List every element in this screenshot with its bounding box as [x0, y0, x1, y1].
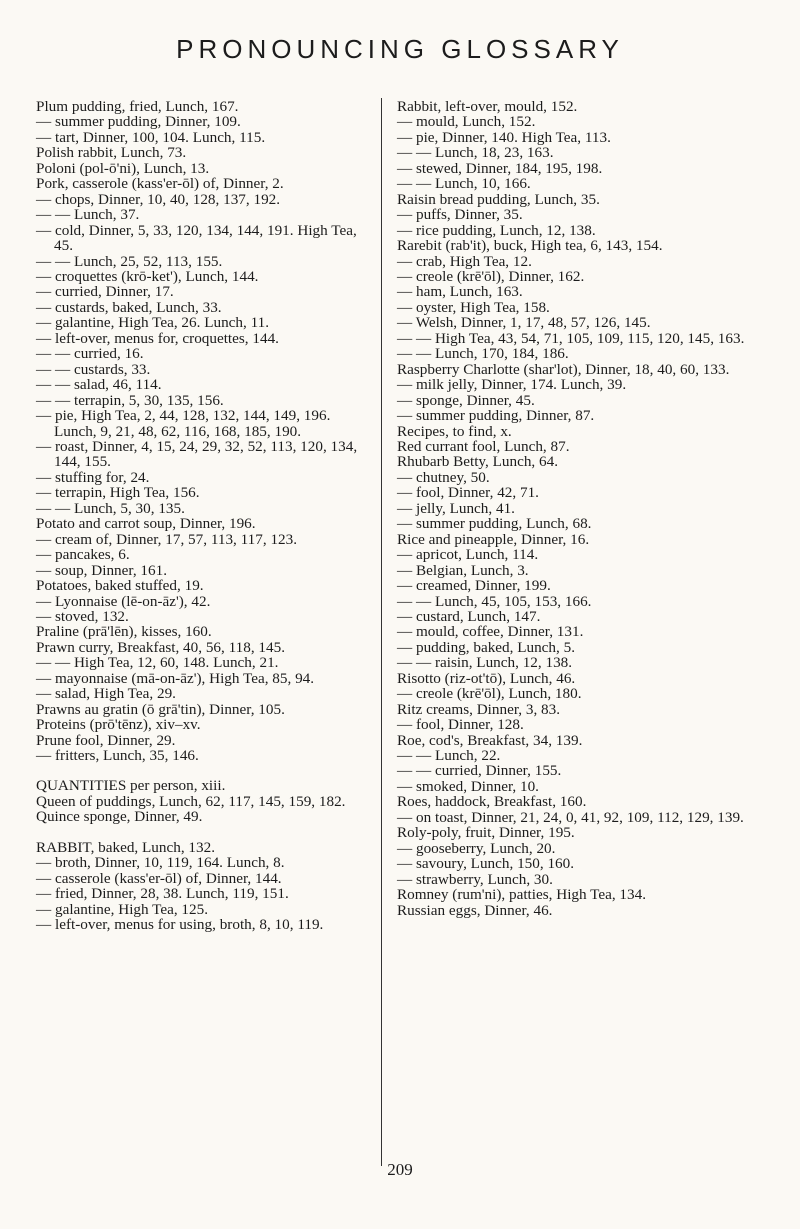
glossary-entry: — strawberry, Lunch, 30.	[397, 870, 553, 888]
glossary-entry: — cold, Dinner, 5, 33, 120, 134, 144, 191. High Tea, 45.	[36, 221, 357, 255]
glossary-entry: — gooseberry, Lunch, 20.	[397, 839, 556, 857]
glossary-entry: Potatoes, baked stuffed, 19.	[36, 577, 204, 595]
section-gap	[36, 763, 372, 778]
glossary-entry: — — Lunch, 5, 30, 135.	[36, 499, 185, 517]
glossary-entry: — pudding, baked, Lunch, 5.	[397, 638, 576, 656]
glossary-entry: — smoked, Dinner, 10.	[397, 777, 539, 795]
glossary-entry: Queen of puddings, Lunch, 62, 117, 145, 159, 182.	[36, 792, 346, 810]
glossary-entry: Ritz creams, Dinner, 3, 83.	[397, 700, 561, 718]
glossary-entry: — custards, baked, Lunch, 33.	[36, 298, 222, 316]
glossary-entry: — rice pudding, Lunch, 12, 138.	[397, 221, 596, 239]
glossary-entry: — creole (krē'ōl), Dinner, 162.	[397, 267, 585, 285]
glossary-entry: — creamed, Dinner, 199.	[397, 577, 551, 595]
glossary-entry: Plum pudding, fried, Lunch, 167.	[36, 98, 239, 115]
glossary-entry: RABBIT, baked, Lunch, 132.	[36, 838, 215, 856]
glossary-entry: — fool, Dinner, 128.	[397, 716, 524, 734]
glossary-entry: — fritters, Lunch, 35, 146.	[36, 747, 199, 765]
glossary-entry: — left-over, menus for using, broth, 8, 10, 119.	[36, 916, 324, 934]
glossary-entry: Praline (prā'lēn), kisses, 160.	[36, 623, 212, 641]
glossary-entry: Risotto (riz-ot'tō), Lunch, 46.	[397, 669, 576, 687]
glossary-entry: — fried, Dinner, 28, 38. Lunch, 119, 151.	[36, 885, 289, 903]
glossary-entry: — mould, coffee, Dinner, 131.	[397, 623, 584, 641]
glossary-entry: Poloni (pol-ō'ni), Lunch, 13.	[36, 159, 210, 177]
glossary-entry: — casserole (kass'er-ōl) of, Dinner, 144.	[36, 869, 282, 887]
glossary-entry: — Belgian, Lunch, 3.	[397, 561, 529, 579]
glossary-entry: — crab, High Tea, 12.	[397, 252, 532, 270]
glossary-right-column	[397, 99, 752, 1149]
glossary-entry: Potato and carrot soup, Dinner, 196.	[36, 515, 256, 533]
glossary-entry: — broth, Dinner, 10, 119, 164. Lunch, 8.	[36, 854, 285, 872]
glossary-entry: — — Lunch, 170, 184, 186.	[397, 345, 569, 363]
glossary-entry: — — Lunch, 45, 105, 153, 166.	[397, 592, 592, 610]
glossary-entry: — on toast, Dinner, 21, 24, 0, 41, 92, 109, 112, 129, 139.	[397, 808, 744, 826]
glossary-entry: — — Lunch, 10, 166.	[397, 175, 531, 193]
section-gap	[36, 825, 372, 840]
glossary-entry: — — salad, 46, 114.	[36, 376, 162, 394]
glossary-entry: — — Lunch, 25, 52, 113, 155.	[36, 252, 223, 270]
page-number: 209	[387, 1160, 413, 1179]
glossary-entry: Prawn curry, Breakfast, 40, 56, 118, 145.	[36, 638, 285, 656]
glossary-entry: — — terrapin, 5, 30, 135, 156.	[36, 391, 224, 409]
glossary-entry: — chutney, 50.	[397, 468, 490, 486]
glossary-entry: Roly-poly, fruit, Dinner, 195.	[397, 824, 575, 842]
glossary-entry: — stoved, 132.	[36, 607, 129, 625]
glossary-entry: — Welsh, Dinner, 1, 17, 48, 57, 126, 145.	[397, 314, 651, 332]
glossary-entry: Prawns au gratin (ō grā'tin), Dinner, 105.	[36, 700, 285, 718]
glossary-entry: Roe, cod's, Breakfast, 34, 139.	[397, 731, 583, 749]
glossary-entry: — — custards, 33.	[36, 360, 151, 378]
glossary-entry: — cream of, Dinner, 17, 57, 113, 117, 123.	[36, 530, 298, 548]
glossary-entry: Rarebit (rab'it), buck, High tea, 6, 143, 154.	[397, 237, 663, 255]
column-divider	[381, 98, 382, 1166]
glossary-entry: — milk jelly, Dinner, 174. Lunch, 39.	[397, 376, 627, 394]
glossary-entry: — savoury, Lunch, 150, 160.	[397, 855, 575, 873]
glossary-entry: — — Lunch, 22.	[397, 747, 501, 765]
glossary-entry: — — Lunch, 37.	[36, 206, 140, 224]
glossary-entry: Russian eggs, Dinner, 46.	[397, 901, 553, 919]
glossary-entry: — pie, Dinner, 140. High Tea, 113.	[397, 128, 611, 146]
glossary-entry: Rice and pineapple, Dinner, 16.	[397, 530, 590, 548]
glossary-entry: — ham, Lunch, 163.	[397, 283, 523, 301]
glossary-entry: — curried, Dinner, 17.	[36, 283, 174, 301]
glossary-entry: — chops, Dinner, 10, 40, 128, 137, 192.	[36, 190, 281, 208]
glossary-entry: — tart, Dinner, 100, 104. Lunch, 115.	[36, 128, 266, 146]
glossary-entry: Polish rabbit, Lunch, 73.	[36, 144, 187, 162]
glossary-entry: — roast, Dinner, 4, 15, 24, 29, 32, 52, 113, 120, 134, 144, 155.	[36, 437, 358, 471]
glossary-entry: Romney (rum'ni), patties, High Tea, 134.	[397, 886, 646, 904]
glossary-entry: — summer pudding, Dinner, 109.	[36, 113, 241, 131]
glossary-entry: Raisin bread pudding, Lunch, 35.	[397, 190, 600, 208]
glossary-entry: — soup, Dinner, 161.	[36, 561, 168, 579]
glossary-entry: — — High Tea, 43, 54, 71, 105, 109, 115, 120, 145, 163.	[397, 329, 745, 347]
glossary-entry: — apricot, Lunch, 114.	[397, 546, 539, 564]
glossary-entry: Recipes, to find, x.	[397, 422, 512, 440]
glossary-left-column	[36, 99, 372, 1149]
glossary-entry: — stewed, Dinner, 184, 195, 198.	[397, 159, 603, 177]
glossary-entry: — mayonnaise (mā-on-āz'), High Tea, 85, 94.	[36, 669, 315, 687]
glossary-entry: — custard, Lunch, 147.	[397, 607, 541, 625]
glossary-entry: — croquettes (krō-ket'), Lunch, 144.	[36, 267, 259, 285]
glossary-entry: — left-over, menus for, croquettes, 144.	[36, 329, 279, 347]
glossary-entry: — oyster, High Tea, 158.	[397, 298, 550, 316]
glossary-entry: Rabbit, left-over, mould, 152.	[397, 98, 578, 115]
glossary-entry: — salad, High Tea, 29.	[36, 685, 176, 703]
glossary-entry: Prune fool, Dinner, 29.	[36, 731, 176, 749]
glossary-entry: — sponge, Dinner, 45.	[397, 391, 535, 409]
glossary-entry: — puffs, Dinner, 35.	[397, 206, 523, 224]
glossary-entry: — Lyonnaise (lē-on-āz'), 42.	[36, 592, 211, 610]
glossary-entry: — terrapin, High Tea, 156.	[36, 484, 200, 502]
glossary-entry: Raspberry Charlotte (shar'lot), Dinner, 18, 40, 60, 133.	[397, 360, 730, 378]
glossary-entry: — — High Tea, 12, 60, 148. Lunch, 21.	[36, 654, 279, 672]
glossary-entry: — pie, High Tea, 2, 44, 128, 132, 144, 149, 196. Lunch, 9, 21, 48, 62, 116, 168, 185, 190.	[36, 407, 331, 440]
glossary-entry: — summer pudding, Dinner, 87.	[397, 407, 595, 425]
glossary-entry: — creole (krē'ōl), Lunch, 180.	[397, 685, 582, 703]
glossary-entry: — — raisin, Lunch, 12, 138.	[397, 654, 573, 672]
glossary-entry: — fool, Dinner, 42, 71.	[397, 484, 539, 502]
glossary-entry: QUANTITIES per person, xiii.	[36, 777, 226, 795]
glossary-entry: Quince sponge, Dinner, 49.	[36, 808, 203, 826]
glossary-entry: — summer pudding, Lunch, 68.	[397, 515, 592, 533]
glossary-entry: — stuffing for, 24.	[36, 468, 150, 486]
page-header: PRONOUNCING GLOSSARY	[176, 34, 624, 64]
glossary-entry: Pork, casserole (kass'er-ōl) of, Dinner, 2.	[36, 175, 284, 193]
glossary-entry: Proteins (prō'tēnz), xiv–xv.	[36, 716, 201, 734]
glossary-entry: — — curried, 16.	[36, 345, 144, 363]
glossary-entry: Roes, haddock, Breakfast, 160.	[397, 793, 587, 811]
glossary-entry: — pancakes, 6.	[36, 546, 130, 564]
glossary-entry: — mould, Lunch, 152.	[397, 113, 536, 131]
glossary-entry: Red currant fool, Lunch, 87.	[397, 437, 570, 455]
glossary-entry: — galantine, High Tea, 125.	[36, 900, 209, 918]
glossary-entry: Rhubarb Betty, Lunch, 64.	[397, 453, 558, 471]
glossary-entry: — jelly, Lunch, 41.	[397, 499, 515, 517]
glossary-entry: — — Lunch, 18, 23, 163.	[397, 144, 554, 162]
glossary-entry: — galantine, High Tea, 26. Lunch, 11.	[36, 314, 270, 332]
glossary-entry: — — curried, Dinner, 155.	[397, 762, 562, 780]
